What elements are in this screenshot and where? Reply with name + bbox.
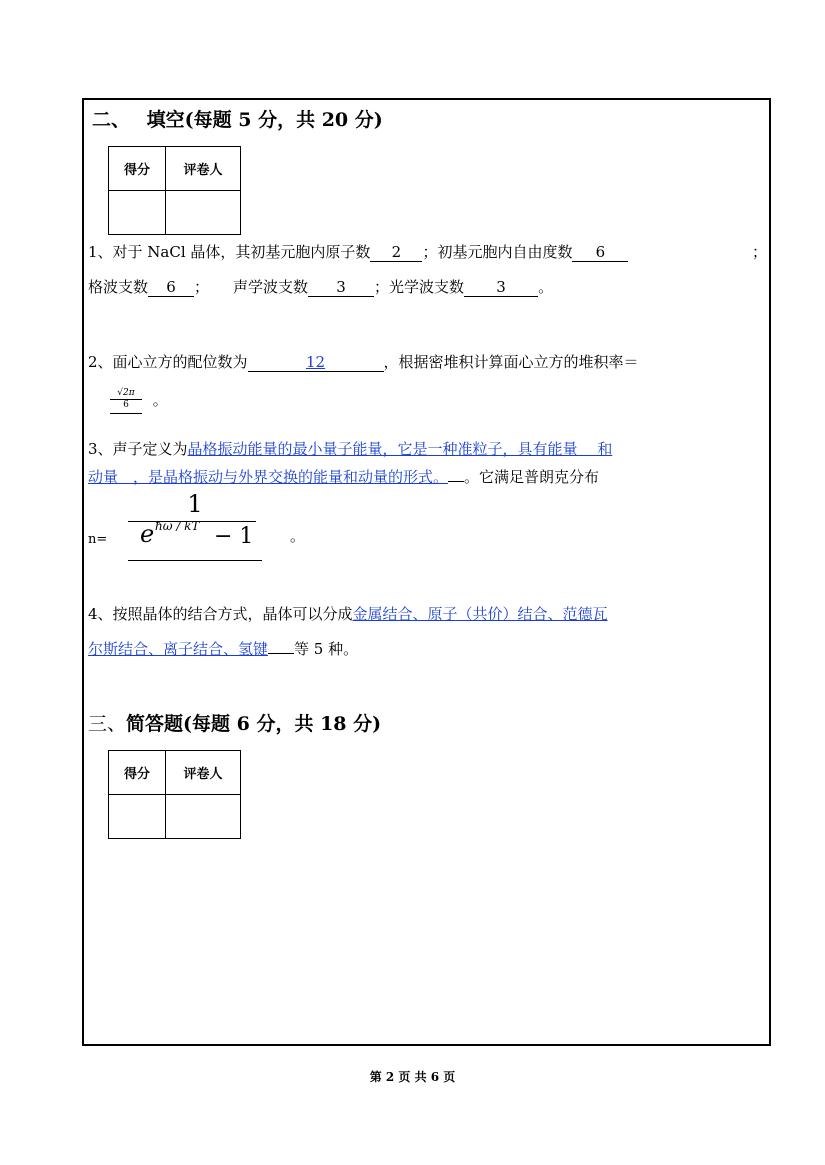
q3-formula-numerator: 1	[187, 490, 203, 518]
grader-cell[interactable]	[166, 191, 241, 235]
q1-answer-branches: 6	[148, 278, 194, 297]
q2-text-1: 2、面心立方的配位数为	[88, 353, 248, 371]
grader-header: 评卷人	[166, 751, 241, 795]
q3-n-label: n=	[88, 532, 108, 547]
q1-answer-atoms: 2	[370, 243, 422, 262]
score-header: 得分	[109, 751, 166, 795]
q3-answer-line1: 晶格振动能量的最小量子能量，它是一种准粒子，具有能量 和	[187, 440, 613, 458]
q3-formula-base: e	[140, 520, 155, 548]
q3-answer-line2: 动量 ，是晶格振动与外界交换的能量和动量的形式。	[88, 468, 449, 486]
q4-line2	[88, 638, 358, 659]
q1-line2	[88, 276, 553, 297]
q1-text-7: ；光学波支数	[374, 278, 465, 296]
q3-end-mark: 。	[290, 527, 306, 545]
score-header: 得分	[109, 147, 166, 191]
page-number: 第 2 页 共 6 页	[369, 1070, 456, 1084]
q3-text-1: 3、声子定义为	[88, 440, 188, 458]
q3-line1	[88, 438, 612, 459]
q1-text-2: ；初基元胞内自由度数	[422, 243, 573, 261]
q4-answer-gap	[268, 653, 294, 654]
q2-text-2: ，根据密堆积计算面心立方的堆积率＝	[383, 353, 639, 371]
q1-answer-acoustic: 3	[308, 278, 374, 297]
section2-heading	[92, 105, 383, 132]
q1-text-5: ；	[194, 278, 210, 296]
section3-score-table	[108, 750, 241, 839]
q2-packing-fraction	[110, 388, 142, 414]
q1-answer-optical: 3	[464, 278, 538, 297]
q3-planck-formula	[128, 490, 262, 564]
section3-heading	[88, 709, 381, 736]
q2-fraction-denominator: 6	[123, 400, 129, 410]
grader-cell[interactable]	[166, 795, 241, 839]
q2-fraction-numerator: √2π	[110, 388, 142, 400]
q1-text-8: 。	[538, 278, 554, 296]
q1-text-4: 格波支数	[88, 278, 149, 296]
q3-line2	[88, 466, 599, 487]
q3-formula-exponent: ħω / kT	[155, 519, 200, 533]
q1-text-6: 声学波支数	[233, 278, 309, 296]
q3-text-2: 。它满足普朗克分布	[464, 468, 600, 486]
q2-answer-value: 12	[306, 353, 326, 371]
q3-answer-gap	[448, 481, 464, 482]
q3-formula-underline	[128, 560, 262, 561]
section3-title: 简答题(每题 6 分，共 18 分)	[126, 713, 382, 735]
q4-line1	[88, 603, 608, 624]
score-cell[interactable]	[109, 795, 166, 839]
q4-answer-line1: 金属结合、原子（共价）结合、范德瓦	[352, 605, 608, 623]
q2-line1	[88, 351, 639, 372]
q2-end-mark: 。	[152, 391, 168, 409]
score-cell[interactable]	[109, 191, 166, 235]
q1-text-1: 1、对于 NaCl 晶体，其初基元胞内原子数	[88, 243, 371, 261]
q1-answer-freedom: 6	[572, 243, 628, 262]
q4-answer-line2: 尔斯结合、离子结合、氢键	[88, 640, 269, 658]
section2-score-table	[108, 146, 241, 235]
grader-header: 评卷人	[166, 147, 241, 191]
q4-text-1: 4、按照晶体的结合方式，晶体可以分成	[88, 605, 353, 623]
q1-line1	[88, 241, 628, 262]
section2-title: 填空(每题 5 分，共 20 分)	[146, 109, 383, 131]
q1-line1-end: ；	[752, 243, 768, 261]
q3-formula-tail: − 1	[214, 524, 254, 549]
section3-number: 三、	[88, 713, 127, 735]
q4-text-2: 等 5 种。	[294, 640, 359, 658]
q2-answer-coordination	[248, 353, 384, 372]
q2-line2	[110, 388, 168, 414]
section2-number: 二、	[92, 109, 131, 131]
